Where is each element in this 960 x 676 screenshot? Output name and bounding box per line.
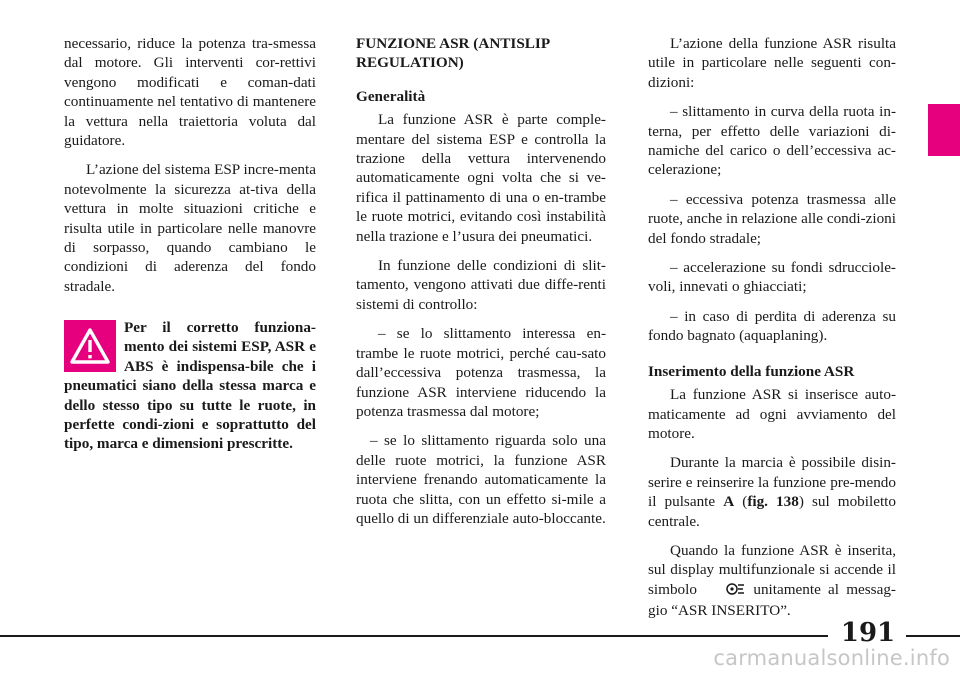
col3-paragraph-8 (648, 541, 896, 621)
col3-p8-text-b: unitamente al messag-gio “ASR INSERITO”. (648, 580, 896, 620)
col2-paragraph-3: – se lo slittamento interessa en-trambe le ruote motrici, perché cau-sato dall’eccessiva potenza trasmessa, la funzione ASR interviene riducendo la potenza trasmessa dal motore; (356, 325, 606, 420)
warning-triangle-icon (64, 320, 116, 372)
col2-paragraph-2: In funzione delle condizioni di slit-tamento, vengono attivati due diffe-renti sistemi di controllo: (356, 257, 606, 313)
col1-paragraph-2: L’azione del sistema ESP incre-menta notevolmente la sicurezza at-tiva della vettura in molte situazioni critiche e risulta utile in particolare nelle manovre di sorpasso, quando cambiano le condizioni di aderenza del fondo stradale. (64, 161, 316, 295)
column-1 (64, 34, 316, 306)
col2-paragraph-4: – se lo slittamento riguarda solo una delle ruote motrici, la funzione ASR interviene frenando automaticamente la ruota che slitta, con un effetto si-mile a quello di un differenziale auto-bloccante. (356, 432, 606, 527)
watermark: carmanualsonline.info (713, 646, 950, 670)
column-2 (356, 34, 606, 538)
figure-ref: fig. 138 (747, 493, 799, 511)
warning-text: Per il corretto funziona-mento dei sistemi ESP, ASR e ABS è indispensa-bile che i pneumatici siano della stessa marca e dello stesso tipo su tutte le ruote, in perfette condi-zioni e soprattutto del tipo, marca e dimensioni prescritte. (64, 319, 316, 453)
col3-p7-text-b: ( (734, 493, 748, 511)
subheading-generalita: Generalità (356, 87, 426, 105)
col3-paragraph-5: – in caso di perdita di aderenza su fondo bagnato (aquaplaning). (648, 307, 896, 345)
col3-paragraph-6: La funzione ASR si inserisce auto-maticamente ad ogni avviamento del motore. (648, 386, 896, 442)
warning-note (64, 318, 316, 454)
asr-symbol-icon (704, 582, 746, 601)
column-3 (648, 34, 896, 631)
col1-paragraph-1: necessario, riduce la potenza tra-smessa dal motore. Gli interventi cor-rettivi vengono modificati e coman-dati continuamente nel tentativo di mantenere la vettura nella traiettoria voluta dal guidatore. (64, 35, 316, 150)
col3-p7-text-a: Durante la marcia è possibile disin-serire e reinserire la funzione pre-mendo il pulsante (648, 454, 896, 511)
col3-p8-text-a: Quando la funzione ASR è inserita, sul display multifunzionale si accende il simbolo (648, 541, 896, 598)
footer-rule-right (906, 635, 960, 637)
col3-paragraph-2: – slittamento in curva della ruota in-terna, per effetto delle variazioni di-namiche del carico o dell’eccessiva ac-celerazione; (648, 103, 896, 179)
col3-paragraph-4: – accelerazione su fondi sdrucciole-voli, innevati o ghiacciati; (648, 259, 896, 296)
col3-paragraph-3: – eccessiva potenza trasmessa alle ruote, anche in relazione alle condi-zioni del fondo stradale; (648, 190, 896, 247)
col3-p7-text-c: ) sul mobiletto centrale. (648, 493, 896, 530)
col3-paragraph-7 (648, 453, 896, 531)
section-tab-marker (928, 104, 960, 156)
col2-paragraph-1: La funzione ASR è parte comple-mentare del sistema ESP e controlla la trazione della vettura intervenendo automaticamente ogni volta che si ve-rifica il pattinamento di una o en-trambe le ruote motrici, evitando così instabilità nella trazione e l’usura dei pneumatici. (356, 111, 606, 245)
page-number: 191 (840, 618, 896, 648)
footer-rule-left (0, 635, 828, 637)
col3-paragraph-1: L’azione della funzione ASR risulta utile in particolare nelle seguenti con-dizioni: (648, 35, 896, 91)
button-ref-a: A (723, 493, 735, 511)
subheading-inserimento: Inserimento della funzione ASR (648, 362, 855, 380)
section-heading: FUNZIONE ASR (ANTISLIP REGULATION) (356, 35, 550, 72)
